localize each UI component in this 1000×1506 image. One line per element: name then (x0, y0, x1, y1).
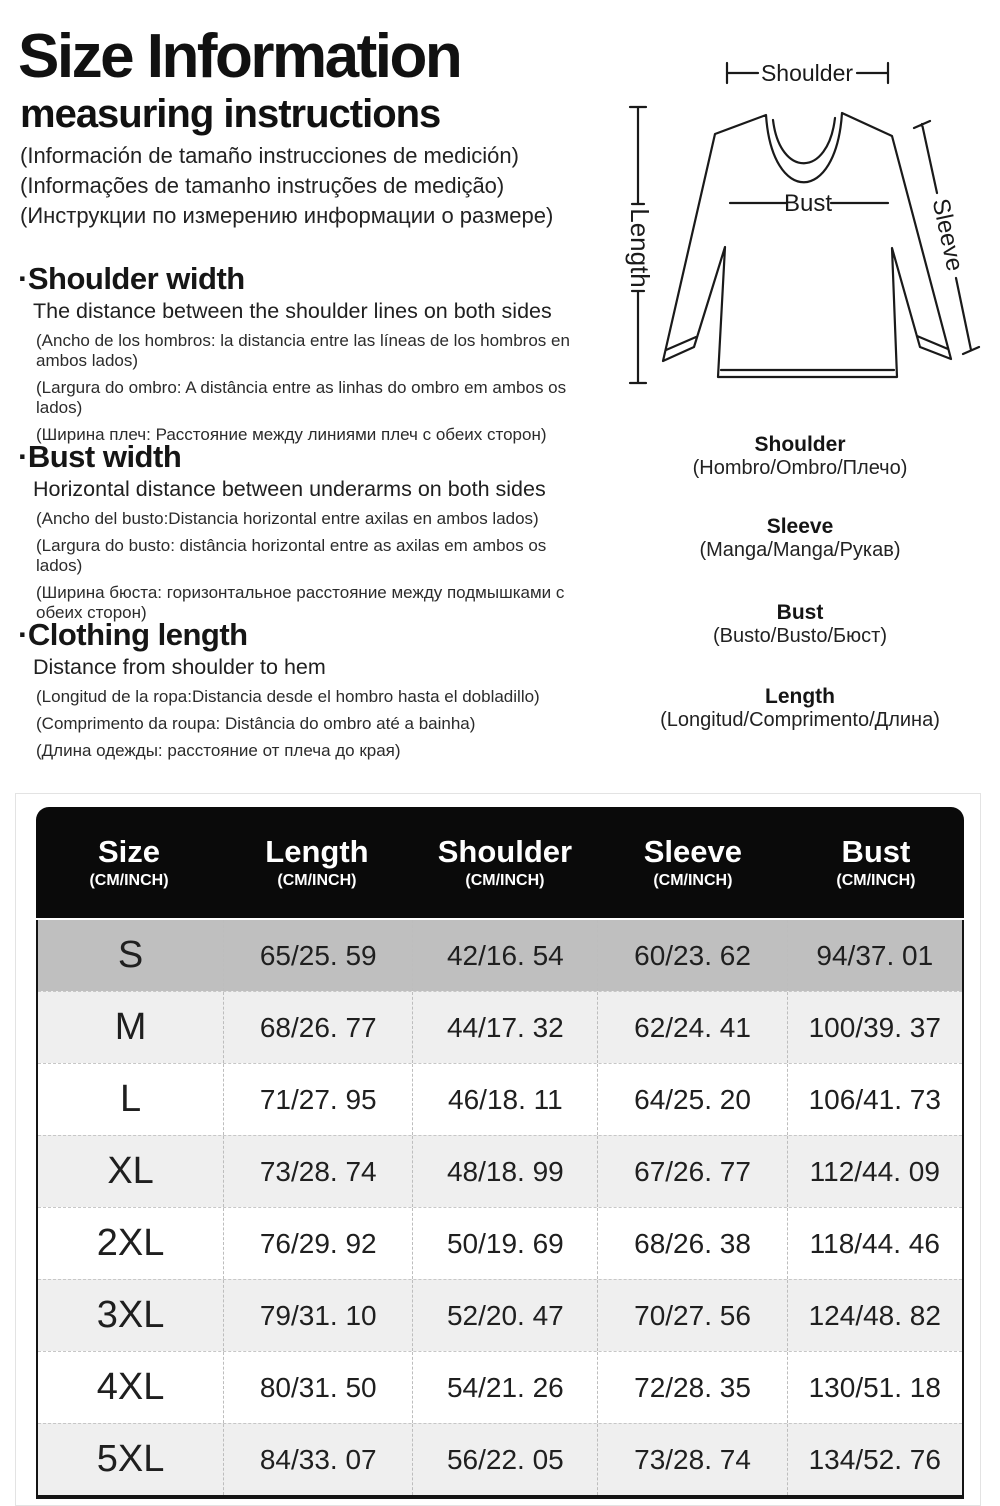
section-description: The distance between the shoulder lines on both sides (33, 299, 552, 323)
cell-sleeve: 67/26. 77 (597, 1136, 786, 1207)
cell-bust: 130/51. 18 (787, 1352, 962, 1423)
legend-name: Sleeve (766, 515, 834, 538)
table-row (38, 1423, 962, 1495)
header-sleeve: Sleeve (CM/INCH) (643, 834, 742, 889)
section-translation-pt: (Largura do busto: distância horizontal entre as axilas em ambos os lados) (36, 536, 547, 575)
legend-translations: (Longitud/Comprimento/Длина) (660, 709, 940, 731)
cell-shoulder: 44/17. 32 (412, 992, 597, 1063)
tshirt-outline-graphic (600, 30, 1000, 430)
section-title: Clothing length (27, 617, 248, 652)
table-row (38, 1135, 962, 1207)
table-row (38, 1351, 962, 1423)
bullet: · (18, 261, 28, 296)
section-clothing-length (18, 618, 593, 761)
section-description: Distance from shoulder to hem (33, 655, 326, 679)
section-title: Bust width (27, 439, 182, 474)
bullet: · (18, 439, 28, 474)
cell-shoulder: 50/19. 69 (412, 1208, 597, 1279)
collar-inner-line (773, 118, 835, 163)
page-subtitle: measuring instructions (20, 91, 441, 136)
section-bust-width (18, 440, 593, 623)
legend-name: Shoulder (754, 433, 846, 456)
section-translation-pt: (Largura do ombro: A distância entre as linhas do ombro em ambos os lados) (36, 378, 567, 417)
cell-bust: 94/37. 01 (787, 920, 962, 991)
section-translation-pt: (Comprimento da roupa: Distância do ombro até a bainha) (36, 714, 476, 733)
section-translation-ru: (Ширина бюста: горизонтальное расстояние между подмышками с обеих сторон) (36, 583, 565, 622)
cell-size: 2XL (96, 1222, 165, 1264)
section-translation-es: (Longitud de la ropa:Distancia desde el hombro hasta el dobladillo) (36, 687, 540, 706)
cell-size: 5XL (96, 1438, 165, 1480)
diagram-length-label: Length (625, 208, 655, 288)
section-translation-ru: (Длина одежды: расстояние от плеча до края) (36, 741, 401, 760)
section-translation-es: (Ancho de los hombros: la distancia entre las líneas de los hombros en ambos lados) (36, 331, 570, 370)
cell-size: L (120, 1078, 142, 1120)
bullet: · (18, 617, 28, 652)
cell-shoulder: 42/16. 54 (412, 920, 597, 991)
cell-shoulder: 48/18. 99 (412, 1136, 597, 1207)
cell-length: 79/31. 10 (223, 1280, 412, 1351)
cell-length: 73/28. 74 (223, 1136, 412, 1207)
legend-bust (600, 601, 1000, 648)
section-shoulder-width (18, 262, 593, 445)
legend-shoulder (600, 433, 1000, 480)
cell-bust: 100/39. 37 (787, 992, 962, 1063)
header-shoulder: Shoulder (CM/INCH) (437, 834, 573, 889)
legend-translations: (Hombro/Ombro/Плечо) (692, 457, 908, 479)
table-row (38, 1279, 962, 1351)
diagram-shoulder-label: Shoulder (760, 60, 854, 86)
cell-length: 80/31. 50 (223, 1352, 412, 1423)
cell-sleeve: 73/28. 74 (597, 1424, 786, 1495)
size-table-body (36, 920, 964, 1499)
legend-sleeve (600, 515, 1000, 562)
cell-size: M (114, 1006, 147, 1048)
cell-sleeve: 68/26. 38 (597, 1208, 786, 1279)
table-row (38, 1207, 962, 1279)
table-row (38, 1063, 962, 1135)
cell-length: 68/26. 77 (223, 992, 412, 1063)
tshirt-measure-diagram (600, 30, 1000, 430)
cell-bust: 106/41. 73 (787, 1064, 962, 1135)
cell-length: 71/27. 95 (223, 1064, 412, 1135)
cell-shoulder: 54/21. 26 (412, 1352, 597, 1423)
cell-size: 4XL (96, 1366, 165, 1408)
cell-bust: 124/48. 82 (787, 1280, 962, 1351)
cell-bust: 118/44. 46 (787, 1208, 962, 1279)
intro-block (18, 24, 598, 231)
legend-name: Bust (776, 601, 824, 624)
legend-length (600, 685, 1000, 732)
cell-length: 76/29. 92 (223, 1208, 412, 1279)
shirt-body-outline (663, 113, 951, 377)
legend-translations: (Busto/Busto/Бюст) (712, 625, 887, 647)
subtitle-translation-pt: (Informações de tamanho instruções de medição) (20, 172, 505, 198)
cell-sleeve: 64/25. 20 (597, 1064, 786, 1135)
table-row (38, 920, 962, 991)
cell-shoulder: 52/20. 47 (412, 1280, 597, 1351)
section-description: Horizontal distance between underarms on both sides (33, 477, 546, 501)
cell-size: 3XL (96, 1294, 165, 1336)
cell-sleeve: 62/24. 41 (597, 992, 786, 1063)
section-translation-es: (Ancho del busto:Distancia horizontal entre axilas en ambos lados) (36, 509, 539, 528)
table-row (38, 991, 962, 1063)
cell-size: S (117, 934, 144, 976)
legend-name: Length (765, 685, 835, 708)
header-bust: Bust (CM/INCH) (836, 834, 916, 889)
size-table (36, 807, 964, 1499)
cell-size: XL (107, 1150, 154, 1192)
subtitle-translation-es: (Información de tamaño instrucciones de medición) (20, 142, 519, 168)
cell-shoulder: 56/22. 05 (412, 1424, 597, 1495)
section-title: Shoulder width (27, 261, 245, 296)
cell-bust: 112/44. 09 (787, 1136, 962, 1207)
cell-length: 84/33. 07 (223, 1424, 412, 1495)
diagram-sleeve-label: Sleeve (926, 196, 969, 274)
cell-length: 65/25. 59 (223, 920, 412, 991)
legend-translations: (Manga/Manga/Рукав) (699, 539, 901, 561)
diagram-bust-label: Bust (783, 190, 833, 217)
section-translation-ru: (Ширина плеч: Расстояние между линиями плеч с обеих сторон) (36, 425, 547, 444)
cell-sleeve: 60/23. 62 (597, 920, 786, 991)
header-size: Size (CM/INCH) (89, 834, 169, 889)
subtitle-translation-ru: (Инструкции по измерению информации о размере) (20, 202, 554, 228)
header-length: Length (CM/INCH) (265, 834, 369, 889)
size-table-header (36, 807, 964, 918)
cell-shoulder: 46/18. 11 (412, 1064, 597, 1135)
cell-sleeve: 72/28. 35 (597, 1352, 786, 1423)
page-title: Size Information (18, 22, 461, 91)
cell-bust: 134/52. 76 (787, 1424, 962, 1495)
cell-sleeve: 70/27. 56 (597, 1280, 786, 1351)
